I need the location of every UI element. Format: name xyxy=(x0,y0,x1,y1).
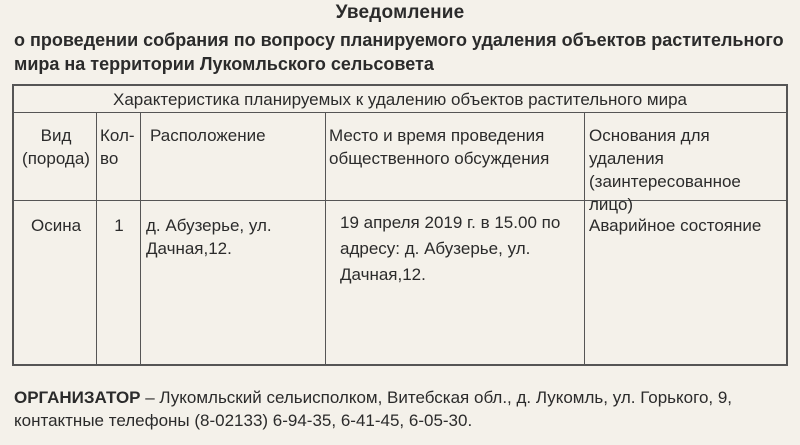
column-header-location: Расположение xyxy=(150,126,266,145)
table-divider xyxy=(584,112,585,364)
cell-location: д. Абузерье, ул. Дачная,12. xyxy=(146,216,272,258)
table-divider xyxy=(140,112,141,364)
notice-title: Уведомление xyxy=(335,2,465,23)
cell-meeting: 19 апреля 2019 г. в 15.00 по адресу: д. Абузерье, ул. Дачная,12. xyxy=(340,213,561,284)
column-header-meeting: Место и время проведения общественного обсуждения xyxy=(329,126,550,168)
table-divider xyxy=(325,112,326,364)
cell-reason: Аварийное состояние xyxy=(589,216,762,235)
plants-table xyxy=(12,84,788,366)
organizer-note xyxy=(14,386,794,432)
column-header-count: Кол-во xyxy=(100,126,135,168)
organizer-label: ОРГАНИЗАТОР xyxy=(14,388,141,407)
cell-count: 1 xyxy=(114,216,124,235)
column-header-reason: Основания для удаления (заинтересованное лицо) xyxy=(589,126,741,214)
table-group-header: Характеристика планируемых к удалению объектов растительного мира xyxy=(113,90,687,109)
notice-subtitle: о проведении собрания по вопросу планируемого удаления объектов растительного мира на территории Лукомльского сельсовета xyxy=(14,30,784,74)
column-header-species: Вид (порода) xyxy=(22,126,90,168)
cell-species: Осина xyxy=(30,216,82,235)
table-divider xyxy=(14,112,786,113)
table-divider xyxy=(96,112,97,364)
organizer-text: – Лукомльский сельисполком, Витебская обл., д. Лукомль, ул. Горького, 9, контактные телефоны (8-02133) 6-94-35, 6-41-45, 6-05-30. xyxy=(14,388,733,430)
